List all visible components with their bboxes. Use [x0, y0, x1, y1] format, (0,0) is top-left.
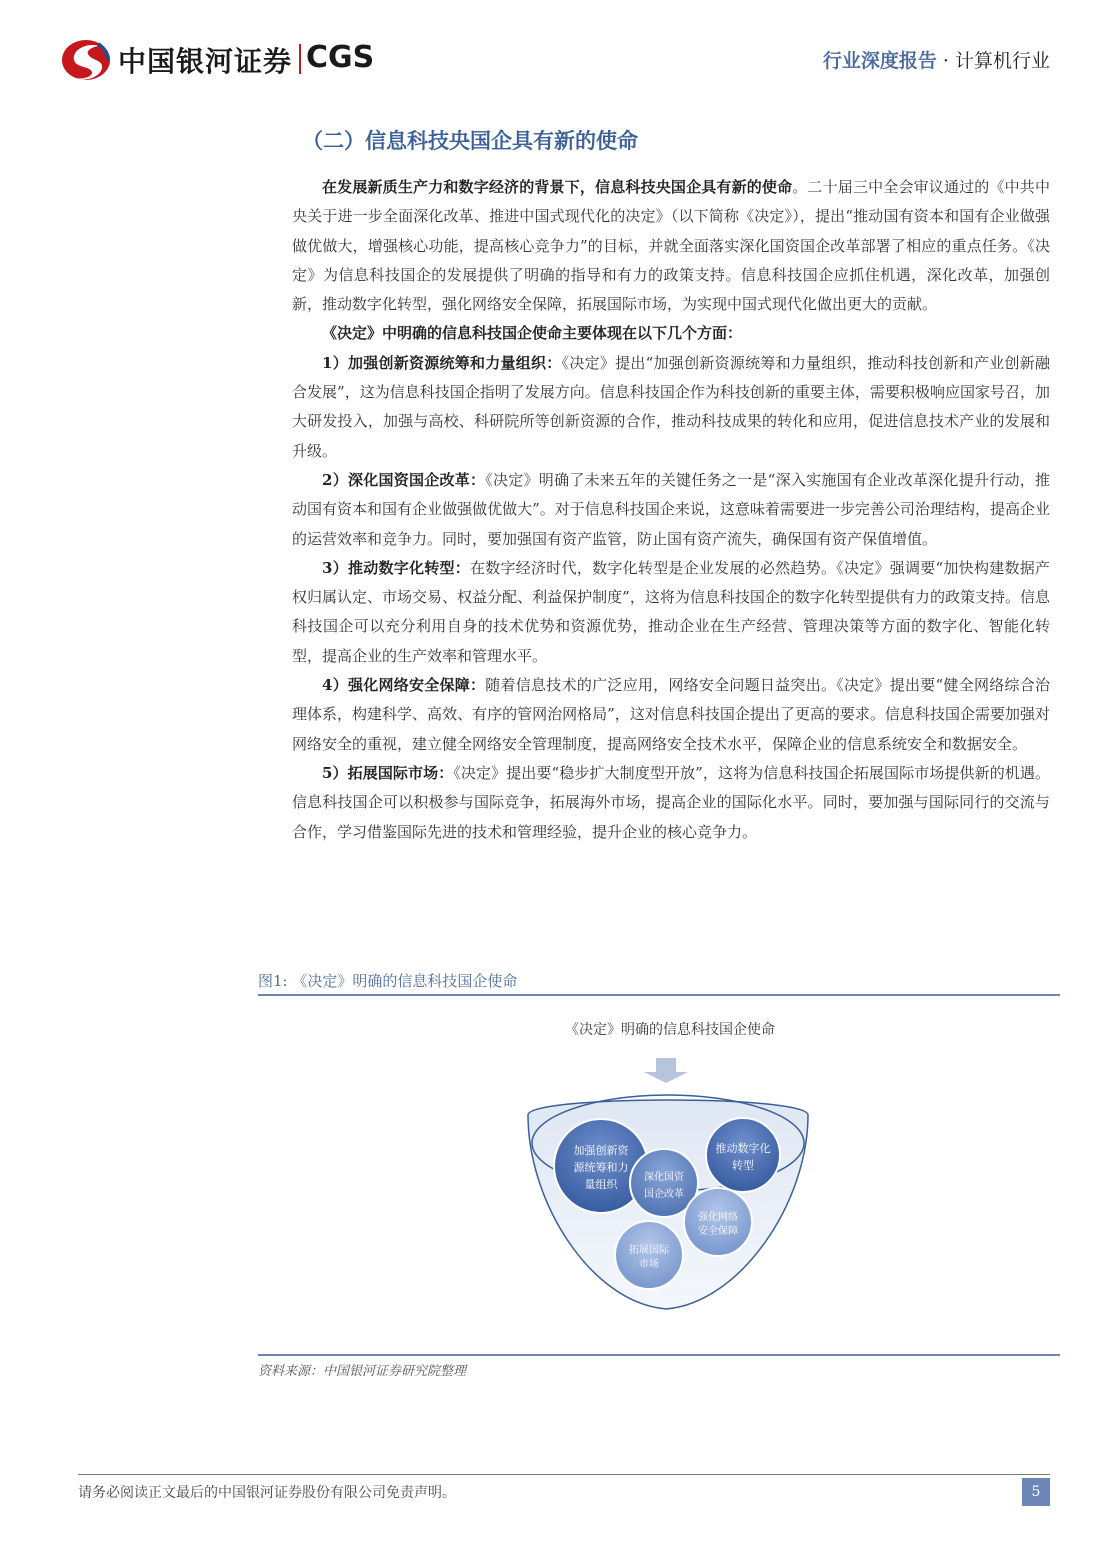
paragraph-body: 。二十届三中全会审议通过的《中共中央关于进一步全面深化改革、推进中国式现代化的决定》（以下简称《决定》），提出“推动国有资本和国有企业做强做优做大，增强核心功能，提高核心竞争力”的目标，并就全面落实深化国资国企改革部署了相应的重点任务。《决定》为信息科技国企的发展提供了明确的指导和有力的政策支持。信息科技国企应抓住机遇，深化改革，加强创新，推动数字化转型，强化网络安全保障，拓展国际市场，为实现中国式现代化做出更大的贡献。: [292, 178, 1050, 314]
circle-label: 量组织: [584, 1178, 618, 1191]
circle-label: 加强创新资: [573, 1144, 629, 1157]
paragraph-lead: 2）深化国资国企改革：: [322, 470, 486, 489]
funnel-diagram: [420, 1003, 920, 1348]
paragraph-lead: 1）加强创新资源统筹和力量组织：: [322, 353, 562, 372]
paragraph-lead: 4）强化网络安全保障：: [322, 676, 486, 695]
paragraph-mission-2: [292, 466, 1050, 554]
cgs-logo-icon: [60, 38, 112, 82]
circle-digital: [706, 1118, 780, 1192]
figure-top-rule: [258, 994, 1060, 996]
report-type-label: 行业深度报告: [822, 50, 937, 72]
figure-source: 资料来源：中国银河证券研究院整理: [258, 1364, 467, 1379]
page-number: 5: [1022, 1478, 1050, 1506]
down-arrow-icon: [644, 1058, 688, 1083]
paragraph-mission-1: [292, 349, 1050, 466]
circle-label: 转型: [732, 1159, 754, 1172]
paragraph-body: 《决定》提出“加强创新资源统筹和力量组织，推动科技创新和产业创新融合发展”，这为信息科技国企指明了发展方向。信息科技国企作为科技创新的重要主体，需要积极响应国家号召，加大研发投入，加强与高校、科研院所等创新资源的合作，推动科技成果的转化和应用，促进信息技术产业的发展和升级。: [292, 353, 1050, 460]
circle-label: 安全保障: [698, 1226, 738, 1237]
circle-label: 推动数字化: [715, 1142, 771, 1155]
paragraph-mission-intro: [292, 319, 1050, 348]
paragraph-mission-3: [292, 554, 1050, 671]
paragraph-lead: 在发展新质生产力和数字经济的背景下，信息科技央国企具有新的使命: [322, 178, 793, 196]
report-type-separator: ·: [936, 50, 955, 72]
figure-caption: 图1: 《决定》明确的信息科技国企使命: [258, 972, 518, 990]
paragraph-lead: 5）拓展国际市场：: [322, 763, 454, 782]
footer-disclaimer: 请务必阅读正文最后的中国银河证券股份有限公司免责声明。: [78, 1485, 456, 1501]
paragraph-lead: 《决定》中明确的信息科技国企使命主要体现在以下几个方面：: [322, 324, 743, 343]
body-text: [292, 173, 1050, 847]
brand-separator: [299, 44, 301, 74]
figure-bottom-rule: [258, 1354, 1060, 1356]
paragraph-body: 《决定》明确了未来五年的关键任务之一是“深入实施国有企业改革深化提升行动，推动国有资本和国有企业做强做优做大”。对于信息科技国企来说，这意味着需要进一步完善公司治理结构，提高企业的运营效率和竞争力。同时，要加强国有资产监管，防止国有资产流失，确保国有资产保值增值。: [292, 470, 1050, 548]
paragraph-body: 在数字经济时代，数字化转型是企业发展的必然趋势。《决定》强调要“加快构建数据产权归属认定、市场交易、权益分配、利益保护制度”，这将为信息科技国企的数字化转型提供有力的政策支持。信息科技国企可以充分利用自身的技术优势和资源优势，推动企业在生产经营、管理决策等方面的数字化、智能化转型，提高企业的生产效率和管理水平。: [292, 558, 1050, 665]
diagram-title: 《决定》明确的信息科技国企使命: [565, 1022, 775, 1038]
paragraph-lead: 3）推动数字化转型：: [322, 558, 471, 577]
circle-label: 拓展国际: [629, 1245, 669, 1256]
paragraph-mission-4: [292, 671, 1050, 759]
page-header: [0, 0, 1102, 90]
report-type: [823, 46, 1050, 73]
circle-label: 国企改革: [644, 1189, 684, 1200]
paragraph-intro: [292, 173, 1050, 319]
circle-label: 源统筹和力: [573, 1161, 629, 1174]
circle-label: 市场: [639, 1259, 659, 1270]
paragraph-mission-5: [292, 759, 1050, 847]
circle-label: 强化网络: [698, 1212, 738, 1223]
paragraph-body: 随着信息技术的广泛应用，网络安全问题日益突出。《决定》提出要“健全网络综合治理体系，构建科学、高效、有序的管网治网格局”，这对信息科技国企提出了更高的要求。信息科技国企需要加强对网络安全的重视，建立健全网络安全管理制度，提高网络安全技术水平，保障企业的信息系统安全和数据安全。: [292, 676, 1050, 753]
paragraph-body: 《决定》提出要“稳步扩大制度型开放”，这将为信息科技国企拓展国际市场提供新的机遇。信息科技国企可以积极参与国际竞争，拓展海外市场，提高企业的国际化水平。同时，要加强与国际同行的交流与合作，学习借鉴国际先进的技术和管理经验，提升企业的核心竞争力。: [292, 763, 1050, 841]
section-title: （二）信息科技央国企具有新的使命: [302, 128, 638, 153]
brand-name-en: CGS: [306, 40, 375, 75]
circle-label: 深化国资: [644, 1172, 684, 1183]
footer-rule: [78, 1474, 1050, 1475]
industry-label: 计算机行业: [954, 50, 1050, 72]
figure-diagram: [420, 1003, 920, 1348]
brand-name-cn: 中国银河证券: [118, 45, 293, 78]
